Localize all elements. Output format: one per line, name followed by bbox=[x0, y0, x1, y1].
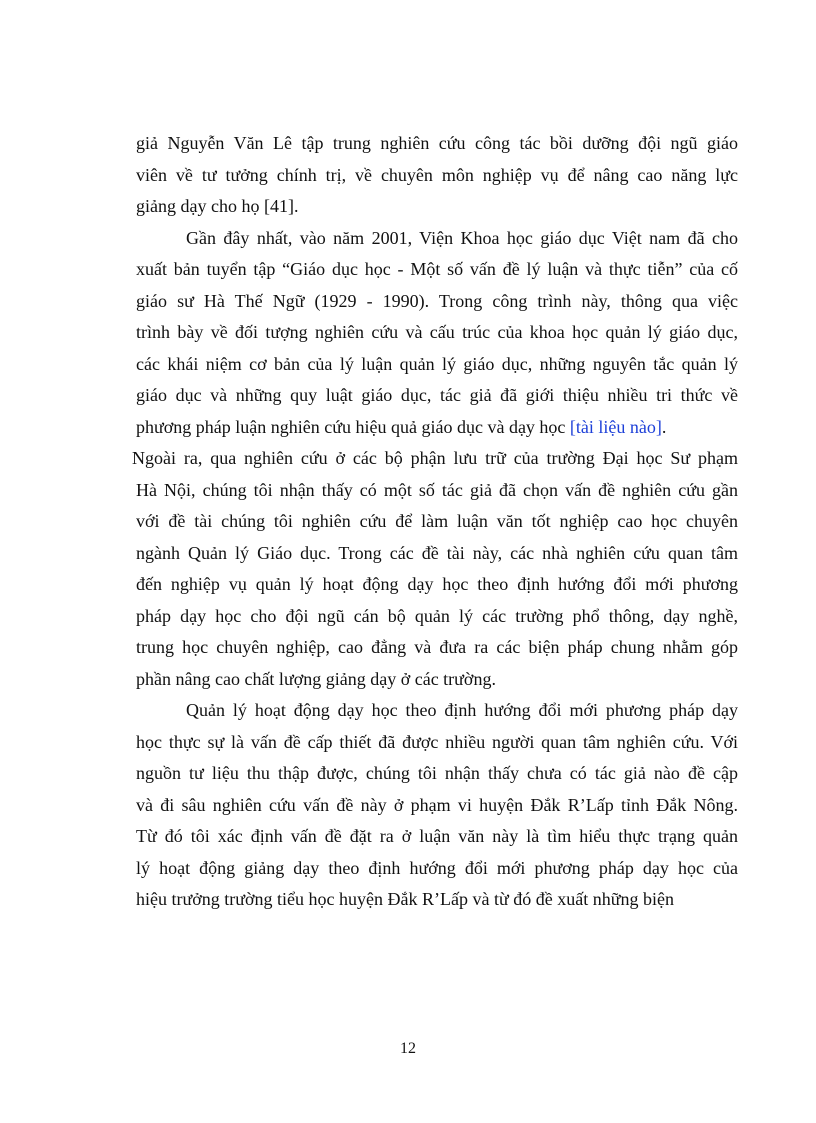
text-line: giáo sư Hà Thế Ngữ (1929 - 1990). Trong công trình này, thông qua việc bbox=[136, 290, 738, 311]
text-line: giả Nguyễn Văn Lê tập trung nghiên cứu công tác bồi dưỡng đội ngũ giáo bbox=[136, 133, 738, 153]
text-line: Quản lý hoạt động dạy học theo định hướng đổi mới phương pháp dạy bbox=[186, 700, 738, 720]
text-line: với đề tài chúng tôi nghiên cứu để làm luận văn tốt nghiệp cao học chuyên bbox=[136, 511, 738, 531]
text-line: Từ đó tôi xác định vấn đề đặt ra ở luận văn này là tìm hiểu thực trạng quản bbox=[136, 826, 738, 846]
text-line: lý hoạt động giảng dạy theo định hướng đổi mới phương pháp dạy học của bbox=[136, 857, 738, 878]
text-line: Ngoài ra, qua nghiên cứu ở các bộ phận lưu trữ của trường Đại học Sư phạm bbox=[132, 448, 738, 468]
text-line: giáo dục và những quy luật giáo dục, tác giả đã giới thiệu nhiều tri thức về bbox=[136, 385, 738, 405]
paragraph-1 bbox=[136, 128, 738, 223]
text-line: xuất bản tuyển tập “Giáo dục học - Một số vấn đề lý luận và thực tiễn” của cố bbox=[136, 259, 738, 279]
text-line: và đi sâu nghiên cứu vấn đề này ở phạm vi huyện Đắk R’Lấp tỉnh Đắk Nông. bbox=[136, 794, 738, 815]
text-line: phần nâng cao chất lượng giảng dạy ở các trường. bbox=[136, 668, 496, 689]
paragraph-4 bbox=[136, 695, 738, 916]
citation-placeholder: [tài liệu nào] bbox=[569, 416, 662, 437]
text-line: các khái niệm cơ bản của lý luận quản lý giáo dục, những nguyên tắc quản lý bbox=[136, 353, 738, 374]
text-fragment: phương pháp luận nghiên cứu hiệu quả giáo dục và dạy học bbox=[136, 416, 570, 437]
text-fragment: . bbox=[661, 416, 667, 437]
text-line: trình bày về đối tượng nghiên cứu và cấu trúc của khoa học quản lý giáo dục, bbox=[136, 322, 738, 342]
text-line: nguồn tư liệu thu thập được, chúng tôi nhận thấy chưa có tác giả nào đề cập bbox=[136, 763, 738, 783]
body-text bbox=[132, 128, 738, 916]
text-line: viên về tư tưởng chính trị, về chuyên môn nghiệp vụ để nâng cao năng lực bbox=[136, 164, 738, 185]
paragraph-2 bbox=[136, 223, 738, 444]
paragraph-3 bbox=[132, 443, 738, 695]
text-line: giảng dạy cho họ [41]. bbox=[136, 196, 299, 216]
text-line: đến nghiệp vụ quản lý hoạt động dạy học theo định hướng đổi mới phương bbox=[136, 574, 738, 594]
text-line: học thực sự là vấn đề cấp thiết đã được nhiều người quan tâm nghiên cứu. Với bbox=[136, 731, 738, 752]
text-line: hiệu trưởng trường tiểu học huyện Đắk R’Lấp và từ đó đề xuất những biện bbox=[136, 889, 674, 909]
text-line: trung học chuyên nghiệp, cao đẳng và đưa ra các biện pháp chung nhằm góp bbox=[136, 637, 738, 657]
text-line bbox=[136, 412, 738, 444]
text-line: pháp dạy học cho đội ngũ cán bộ quản lý các trường phổ thông, dạy nghề, bbox=[136, 605, 738, 626]
text-line: ngành Quản lý Giáo dục. Trong các đề tài này, các nhà nghiên cứu quan tâm bbox=[136, 542, 738, 563]
text-line: Gần đây nhất, vào năm 2001, Viện Khoa học giáo dục Việt nam đã cho bbox=[186, 227, 738, 248]
page-number: 12 bbox=[400, 1040, 416, 1057]
text-line: Hà Nội, chúng tôi nhận thấy có một số tác giả đã chọn vấn đề nghiên cứu gần bbox=[136, 479, 738, 500]
